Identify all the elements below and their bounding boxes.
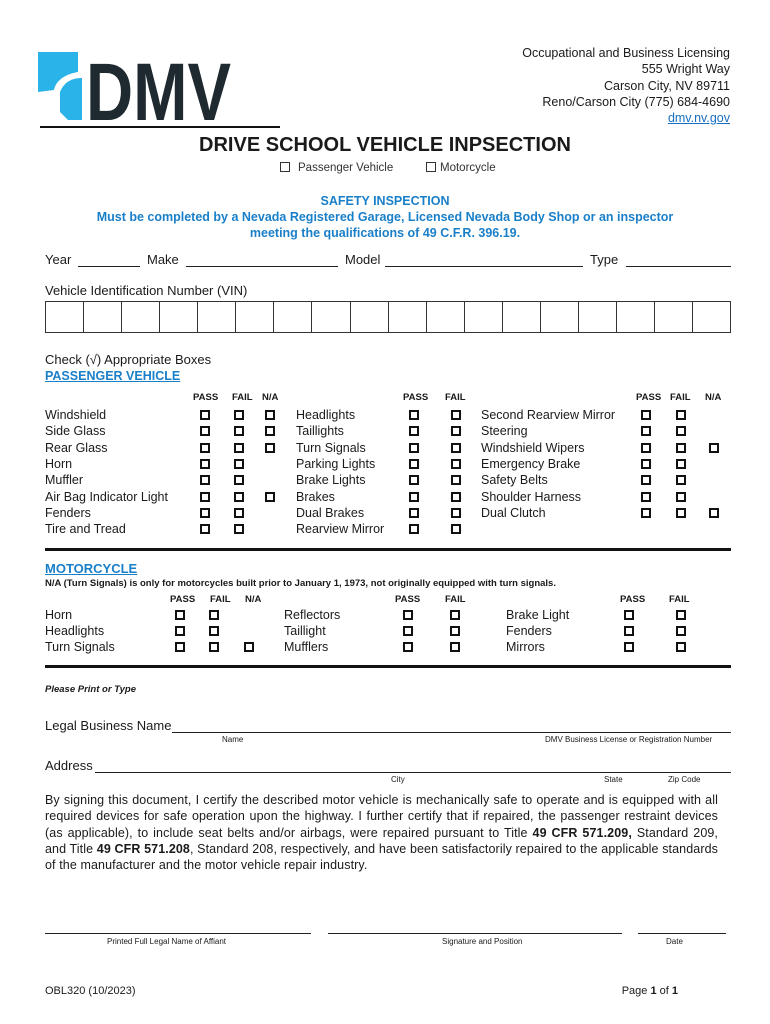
- fail-checkbox[interactable]: [234, 492, 244, 502]
- na-checkbox[interactable]: [244, 642, 254, 652]
- passenger-vehicle-checkbox[interactable]: [280, 162, 290, 172]
- safety-heading: SAFETY INSPECTION: [320, 194, 450, 208]
- fail-checkbox[interactable]: [209, 642, 219, 652]
- make-label: Make: [147, 252, 179, 267]
- na-header: N/A: [262, 392, 279, 403]
- fail-checkbox[interactable]: [676, 475, 686, 485]
- fail-checkbox[interactable]: [234, 426, 244, 436]
- pass-checkbox[interactable]: [409, 475, 419, 485]
- vin-cell[interactable]: [84, 302, 122, 332]
- item-label: Reflectors: [284, 608, 341, 622]
- na-checkbox[interactable]: [709, 508, 719, 518]
- item-label: Side Glass: [45, 424, 106, 439]
- fail-checkbox[interactable]: [676, 426, 686, 436]
- pass-checkbox[interactable]: [641, 508, 651, 518]
- year-label: Year: [45, 252, 72, 267]
- safety-requirement-2: meeting the qualifications of 49 C.F.R. 396.19.: [249, 226, 521, 240]
- vin-cell[interactable]: [46, 302, 84, 332]
- vin-cell[interactable]: [503, 302, 541, 332]
- website-link[interactable]: dmv.nv.gov: [667, 111, 730, 126]
- pass-checkbox[interactable]: [624, 610, 634, 620]
- fail-checkbox[interactable]: [450, 626, 460, 636]
- pass-checkbox[interactable]: [200, 475, 210, 485]
- page-title: DRIVE SCHOOL VEHICLE INPSECTION: [199, 134, 571, 156]
- na-header: N/A: [245, 594, 262, 605]
- fail-checkbox[interactable]: [676, 459, 686, 469]
- vin-cell[interactable]: [122, 302, 160, 332]
- item-label: Mufflers: [284, 640, 329, 654]
- zip-sublabel: Zip Code: [668, 775, 701, 784]
- dmv-logo: [38, 47, 233, 138]
- item-label: Dual Brakes: [296, 505, 365, 520]
- address-label: Address: [45, 758, 93, 773]
- form-id: OBL320 (10/2023): [45, 985, 136, 997]
- vin-cell[interactable]: [389, 302, 427, 332]
- pass-checkbox[interactable]: [200, 410, 210, 420]
- signature-label: Signature and Position: [442, 937, 523, 946]
- fail-checkbox[interactable]: [676, 410, 686, 420]
- item-label: Fenders: [45, 505, 91, 520]
- item-label: Emergency Brake: [481, 456, 581, 471]
- pass-checkbox[interactable]: [403, 610, 413, 620]
- fail-checkbox[interactable]: [234, 475, 244, 485]
- item-label: Mirrors: [506, 640, 545, 654]
- pass-header: PASS: [636, 392, 662, 403]
- fail-checkbox[interactable]: [676, 642, 686, 652]
- city-sublabel: City: [391, 775, 405, 784]
- item-label: Parking Lights: [296, 456, 376, 471]
- state-sublabel: State: [604, 775, 623, 784]
- pass-checkbox[interactable]: [175, 626, 185, 636]
- pass-checkbox[interactable]: [624, 642, 634, 652]
- signature-field[interactable]: [328, 933, 622, 934]
- fail-header: FAIL: [232, 392, 253, 403]
- passenger-vehicle-heading: PASSENGER VEHICLE: [45, 369, 181, 383]
- vin-cell[interactable]: [655, 302, 693, 332]
- fail-header: FAIL: [445, 392, 466, 403]
- pass-checkbox[interactable]: [403, 626, 413, 636]
- svg-text:DMV: DMV: [86, 47, 232, 138]
- item-label: Taillight: [284, 624, 326, 638]
- na-checkbox[interactable]: [265, 410, 275, 420]
- pass-checkbox[interactable]: [403, 642, 413, 652]
- motorcycle-heading: MOTORCYCLE: [45, 561, 138, 576]
- pass-checkbox[interactable]: [200, 524, 210, 534]
- fail-checkbox[interactable]: [451, 492, 461, 502]
- phone: Reno/Carson City (775) 684-4690: [542, 94, 730, 109]
- fail-checkbox[interactable]: [451, 426, 461, 436]
- vin-cell[interactable]: [198, 302, 236, 332]
- fail-header: FAIL: [445, 594, 466, 605]
- pass-header: PASS: [403, 392, 429, 403]
- passenger-vehicle-label: Passenger Vehicle: [298, 162, 394, 174]
- fail-checkbox[interactable]: [234, 443, 244, 453]
- na-checkbox[interactable]: [709, 443, 719, 453]
- pass-checkbox[interactable]: [641, 443, 651, 453]
- item-label: Fenders: [506, 624, 552, 638]
- fail-checkbox[interactable]: [451, 524, 461, 534]
- item-label: Turn Signals: [45, 640, 115, 654]
- date-field[interactable]: [638, 933, 726, 934]
- pass-checkbox[interactable]: [409, 492, 419, 502]
- model-label: Model: [345, 252, 381, 267]
- fail-checkbox[interactable]: [676, 626, 686, 636]
- vin-cell[interactable]: [312, 302, 350, 332]
- na-header: N/A: [705, 392, 722, 403]
- item-label: Headlights: [296, 408, 356, 422]
- vin-cell[interactable]: [579, 302, 617, 332]
- item-label: Rearview Mirror: [296, 522, 385, 537]
- printed-name-field[interactable]: [45, 933, 311, 934]
- pass-checkbox[interactable]: [624, 626, 634, 636]
- pass-checkbox[interactable]: [409, 508, 419, 518]
- date-label: Date: [666, 937, 683, 946]
- item-label: Windshield: [45, 408, 107, 422]
- model-field[interactable]: [385, 266, 583, 267]
- pass-checkbox[interactable]: [641, 426, 651, 436]
- safety-requirement: Must be completed by a Nevada Registered Garage, Licensed Nevada Body Shop or an inspector: [96, 210, 674, 224]
- item-label: Windshield Wipers: [481, 440, 585, 455]
- fail-checkbox[interactable]: [234, 508, 244, 518]
- item-label: Turn Signals: [296, 440, 366, 455]
- address-line: Carson City, NV 89711: [604, 78, 730, 93]
- pass-checkbox[interactable]: [409, 459, 419, 469]
- license-sublabel: DMV Business License or Registration Number: [545, 735, 713, 744]
- item-label: Shoulder Harness: [481, 489, 582, 504]
- pass-checkbox[interactable]: [641, 492, 651, 502]
- item-label: Safety Belts: [481, 473, 548, 488]
- address-field[interactable]: [95, 772, 731, 773]
- certification-statement: By signing this document, I certify the described motor vehicle is mechanically safe to operate and is equipped with all required devices for safe operation upon the highway. I further certify that if repaired, the passenger restraint devices (as applicable), to include seat belts and/or airbags, were repaired pursuant to Title 49 CFR 571.209, Standard 209, and Title 49 CFR 571.208, Standard 208, respectively, and have been satisfactorily repaired to the applicable standards of the manufacturer and the motor vehicle repair industry.: [45, 793, 718, 873]
- fail-checkbox[interactable]: [451, 443, 461, 453]
- vin-grid[interactable]: [45, 301, 731, 333]
- pass-checkbox[interactable]: [641, 459, 651, 469]
- fail-checkbox[interactable]: [676, 610, 686, 620]
- pass-header: PASS: [395, 594, 421, 605]
- vehicle-type-options: [280, 162, 393, 174]
- motorcycle-label: Motorcycle: [440, 162, 496, 174]
- pass-checkbox[interactable]: [200, 492, 210, 502]
- na-checkbox[interactable]: [265, 426, 275, 436]
- item-label: Second Rearview Mirror: [481, 408, 616, 422]
- fail-checkbox[interactable]: [450, 642, 460, 652]
- divider: [45, 548, 731, 551]
- fail-checkbox[interactable]: [676, 443, 686, 453]
- pass-checkbox[interactable]: [200, 459, 210, 469]
- fail-checkbox[interactable]: [451, 410, 461, 420]
- vin-cell[interactable]: [465, 302, 503, 332]
- fail-checkbox[interactable]: [451, 475, 461, 485]
- vin-cell[interactable]: [351, 302, 389, 332]
- address-line: 555 Wright Way: [641, 62, 730, 77]
- item-label: Horn: [45, 608, 73, 622]
- na-checkbox[interactable]: [265, 443, 275, 453]
- pass-header: PASS: [193, 392, 219, 403]
- pass-checkbox[interactable]: [175, 642, 185, 652]
- pass-checkbox[interactable]: [200, 508, 210, 518]
- page-number: Page 1 of 1: [621, 985, 678, 997]
- check-instructions: Check (√) Appropriate Boxes: [45, 352, 212, 367]
- fail-checkbox[interactable]: [450, 610, 460, 620]
- legal-business-name-field[interactable]: [172, 732, 731, 733]
- pass-header: PASS: [170, 594, 196, 605]
- vin-cell[interactable]: [693, 302, 730, 332]
- printed-name-label: Printed Full Legal Name of Affiant: [107, 937, 227, 946]
- fail-checkbox[interactable]: [676, 508, 686, 518]
- fail-checkbox[interactable]: [451, 508, 461, 518]
- fail-checkbox[interactable]: [234, 524, 244, 534]
- item-label: Brake Light: [506, 608, 570, 622]
- item-label: Rear Glass: [45, 440, 108, 455]
- pass-checkbox[interactable]: [409, 426, 419, 436]
- name-sublabel: Name: [222, 735, 244, 744]
- pass-checkbox[interactable]: [641, 410, 651, 420]
- make-field[interactable]: [186, 266, 338, 267]
- item-label: Tire and Tread: [45, 522, 126, 537]
- vin-cell[interactable]: [617, 302, 655, 332]
- vin-cell[interactable]: [236, 302, 274, 332]
- pass-checkbox[interactable]: [175, 610, 185, 620]
- item-label: Muffler: [45, 473, 83, 488]
- item-label: Headlights: [45, 624, 105, 638]
- fail-checkbox[interactable]: [209, 626, 219, 636]
- vin-cell[interactable]: [160, 302, 198, 332]
- year-field[interactable]: [78, 266, 140, 267]
- fail-header: FAIL: [669, 594, 690, 605]
- fail-checkbox[interactable]: [676, 492, 686, 502]
- pass-checkbox[interactable]: [641, 475, 651, 485]
- item-label: Air Bag Indicator Light: [45, 489, 168, 504]
- item-label: Taillights: [296, 424, 344, 439]
- fail-checkbox[interactable]: [209, 610, 219, 620]
- legal-business-name-label: Legal Business Name: [45, 718, 172, 733]
- item-label: Horn: [45, 456, 73, 471]
- divider: [45, 665, 731, 668]
- item-label: Dual Clutch: [481, 505, 546, 520]
- vin-cell[interactable]: [541, 302, 579, 332]
- fail-checkbox[interactable]: [234, 459, 244, 469]
- pass-checkbox[interactable]: [409, 443, 419, 453]
- pass-checkbox[interactable]: [200, 443, 210, 453]
- na-checkbox[interactable]: [265, 492, 275, 502]
- item-label: Brake Lights: [296, 473, 366, 488]
- vin-cell[interactable]: [274, 302, 312, 332]
- motorcycle-checkbox[interactable]: [426, 162, 436, 172]
- item-label: Brakes: [296, 489, 335, 504]
- office-address: [522, 45, 730, 126]
- vin-label: Vehicle Identification Number (VIN): [45, 283, 248, 298]
- logo-underline: [40, 126, 280, 128]
- pass-checkbox[interactable]: [200, 426, 210, 436]
- fail-checkbox[interactable]: [451, 459, 461, 469]
- fail-header: FAIL: [210, 594, 231, 605]
- item-label: Steering: [481, 424, 528, 439]
- address-line: Occupational and Business Licensing: [522, 46, 730, 60]
- type-field[interactable]: [626, 266, 731, 267]
- motorcycle-note: N/A (Turn Signals) is only for motorcycles built prior to January 1, 1973, not originally equipped with turn signals.: [45, 578, 556, 589]
- print-note: Please Print or Type: [45, 684, 136, 695]
- fail-checkbox[interactable]: [234, 410, 244, 420]
- pass-checkbox[interactable]: [409, 410, 419, 420]
- type-label: Type: [590, 252, 619, 267]
- vin-cell[interactable]: [427, 302, 465, 332]
- pass-checkbox[interactable]: [409, 524, 419, 534]
- fail-header: FAIL: [670, 392, 691, 403]
- pass-header: PASS: [620, 594, 646, 605]
